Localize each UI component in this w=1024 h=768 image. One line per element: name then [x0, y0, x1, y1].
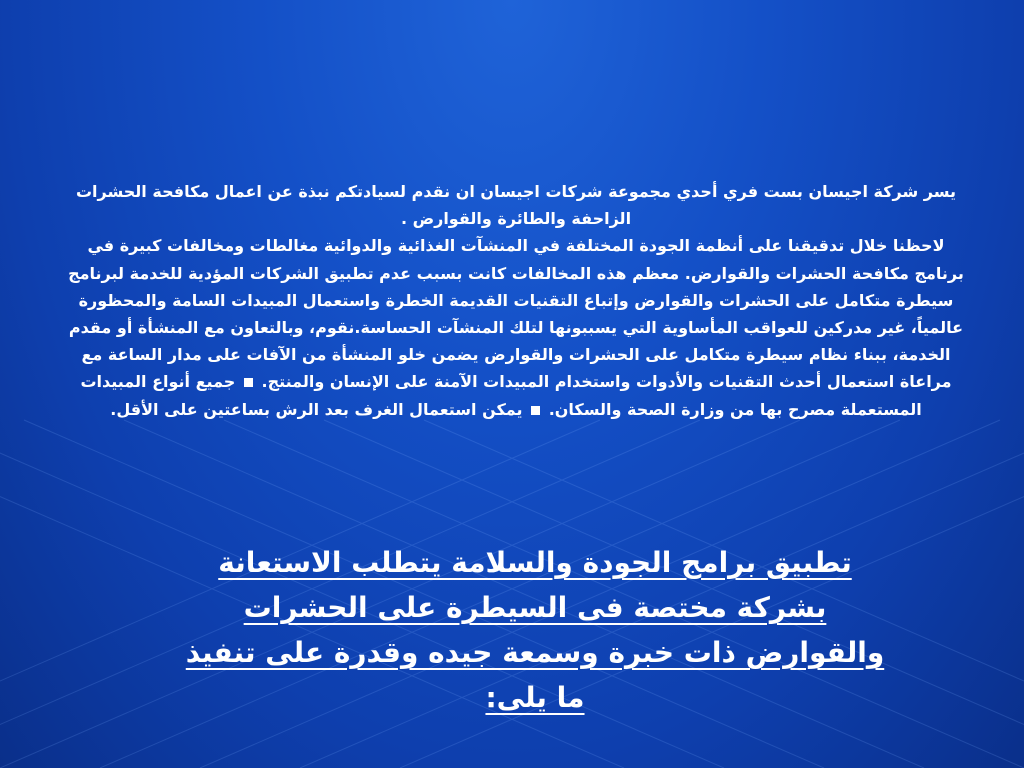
headline: تطبيق برامج الجودة والسلامة يتطلب الاستعانة بشركة مختصة فى السيطرة على الحشرات والقوارض ذات خبرة وسمعة جيده وقدرة على تنفيذ ما يلى: — [185, 546, 885, 714]
pesticides-text: جميع أنواع المبيدات المستعملة مصرح بها من وزارة الصحة والسكان. — [80, 372, 922, 419]
findings-paragraph — [66, 232, 966, 422]
square-bullet-icon — [244, 378, 253, 387]
rooms-usage-text: يمكن استعمال الغرف بعد الرش بساعتين على الأقل. — [110, 399, 523, 419]
body-text-block — [66, 178, 966, 423]
square-bullet-icon — [531, 406, 540, 415]
intro-paragraph: يسر شركة اجيسان بست فري أحدي مجموعة شركات اجيسان ان نقدم لسيادتكم نبذة عن اعمال مكافحة الحشرات الزاحفة والطائرة والقوارض . — [75, 182, 957, 229]
findings-text: لاحظنا خلال تدقيقنا على أنظمة الجودة المختلفة في المنشآت الغذائية والدوائية مغالطات ومخالفات كبيرة في برنامج مكافحة الحشرات والقوارض. معظم هذه المخالفات كانت بسبب عدم تطبيق الشركات المؤدية للخدمة لبرنامج سيطرة متكامل على الحشرات والقوارض وإتباع التقنيات القديمة الخطرة واستعمال المبيدات السامة والمحظورة عالمياً، غير مدركين للعواقب المأساوية التي يسببونها لتلك المنشآت الحساسة.نقوم، وبالتعاون مع المنشأة أو مقدم الخدمة، ببناء نظام سيطرة متكامل على الحشرات والقوارض يضمن خلو المنشأة من الآفات على مدار الساعة مع مراعاة استعمال أحدث التقنيات والأدوات واستخدام المبيدات الآمنة على الإنسان والمنتج. — [68, 236, 964, 392]
